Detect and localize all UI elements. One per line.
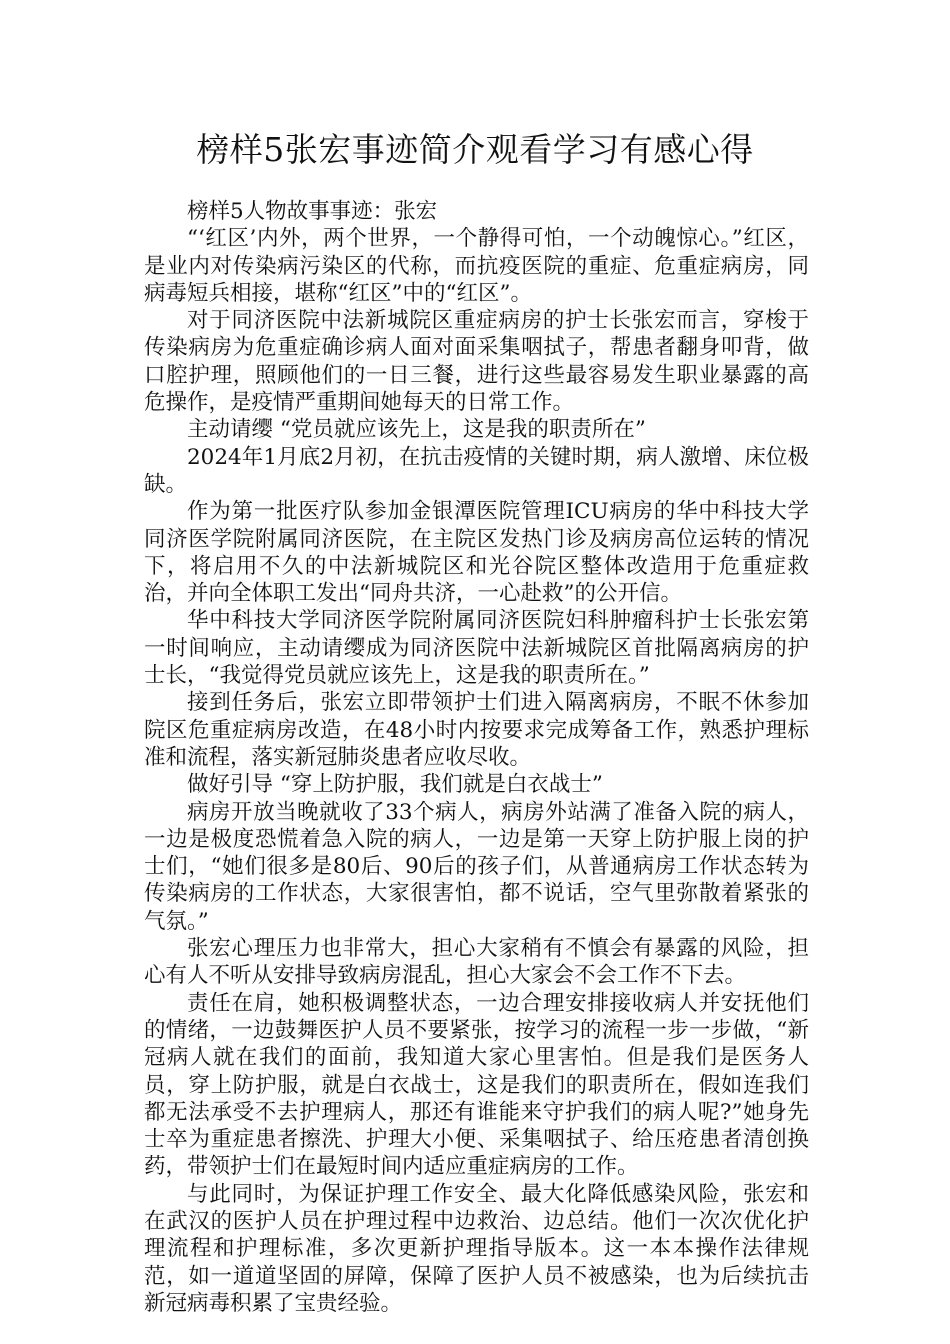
section-heading-volunteer: 主动请缨 “党员就应该先上，这是我的职责所在” <box>187 417 646 443</box>
paragraph-ward-opening: 病房开放当晚就收了33个病人，病房外站满了准备入院的病人，一边是极度恐慌着急入院的病人，一边是第一天穿上防护服上岗的护士们，“她们很多是80后、90后的孩子们，从普通病房工作状态转为传染病房的工作状态，大家很害怕，都不说话，空气里弥散着紧张的气氛。” <box>144 799 809 934</box>
paragraph-subtitle: 榜样5人物故事事迹：张宏 <box>187 199 438 224</box>
paragraph-red-zone-intro: “‘红区’内外，两个世界，一个静得可怕，一个动魄惊心。”红区，是业内对传染病污染区的代称，而抗疫医院的重症、危重症病房，同病毒短兵相接，堪称“红区”中的“红区”。 <box>144 226 809 306</box>
paragraph-zhang-hong-volunteers: 华中科技大学同济医学院附属同济医院妇科肿瘤科护士长张宏第一时间响应，主动请缨成为同济医院中法新城院区首批隔离病房的护士长，“我觉得党员就应该先上，这是我的职责所在。” <box>144 608 809 689</box>
paragraph-responsibility: 责任在肩，她积极调整状态，一边合理安排接收病人并安抚他们的情绪，一边鼓舞医护人员不要紧张，按学习的流程一步一步做，“新冠病人就在我们的面前，我知道大家心里害怕。但是我们是医务人员，穿上防护服，就是白衣战士，这是我们的职责所在，假如连我们都无法承受不去护理病人，那还有谁能来守护我们的病人呢?”她身先士卒为重症患者擦洗、护理大小便、采集咽拭子、给压疮患者清创换药，带领护士们在最短时间内适应重症病房的工作。 <box>144 990 809 1180</box>
paragraph-pressure: 张宏心理压力也非常大，担心大家稍有不慎会有暴露的风险，担心有人不听从安排导致病房混乱，担心大家会不会工作不下去。 <box>144 936 809 989</box>
paragraph-daily-work: 对于同济医院中法新城院区重症病房的护士长张宏而言，穿梭于传染病房为危重症确诊病人面对面采集咽拭子，帮患者翻身叩背，做口腔护理，照顾他们的一日三餐，进行这些最容易发生职业暴露的高危操作，是疫情严重期间她每天的日常工作。 <box>144 308 809 416</box>
paragraph-critical-period: 2024年1月底2月初，在抗击疫情的关键时期，病人激增、床位极缺。 <box>144 444 809 497</box>
section-heading-guidance: 做好引导 “穿上防护服，我们就是白衣战士” <box>187 772 603 798</box>
document-title: 榜样5张宏事迹简介观看学习有感心得 <box>196 130 754 169</box>
paragraph-ward-preparation: 接到任务后，张宏立即带领护士们进入隔离病房，不眠不休参加院区危重症病房改造，在48小时内按要求完成筹备工作，熟悉护理标准和流程，落实新冠肺炎患者应收尽收。 <box>144 690 809 770</box>
document-body <box>144 198 809 1317</box>
paragraph-hospital-response: 作为第一批医疗队参加金银潭医院管理ICU病房的华中科技大学同济医学院附属同济医院，在主院区发热门诊及病房高位运转的情况下，将启用不久的中法新城院区和光谷院区整体改造用于危重症救治，并向全体职工发出“同舟共济，一心赴救”的公开信。 <box>144 499 809 607</box>
paragraph-process-optimization: 与此同时，为保证护理工作安全、最大化降低感染风险，张宏和在武汉的医护人员在护理过程中边救治、边总结。他们一次次优化护理流程和护理标准，多次更新护理指导版本。这一本本操作法律规范，如一道道坚固的屏障，保障了医护人员不被感染，也为后续抗击新冠病毒积累了宝贵经验。 <box>144 1181 809 1316</box>
